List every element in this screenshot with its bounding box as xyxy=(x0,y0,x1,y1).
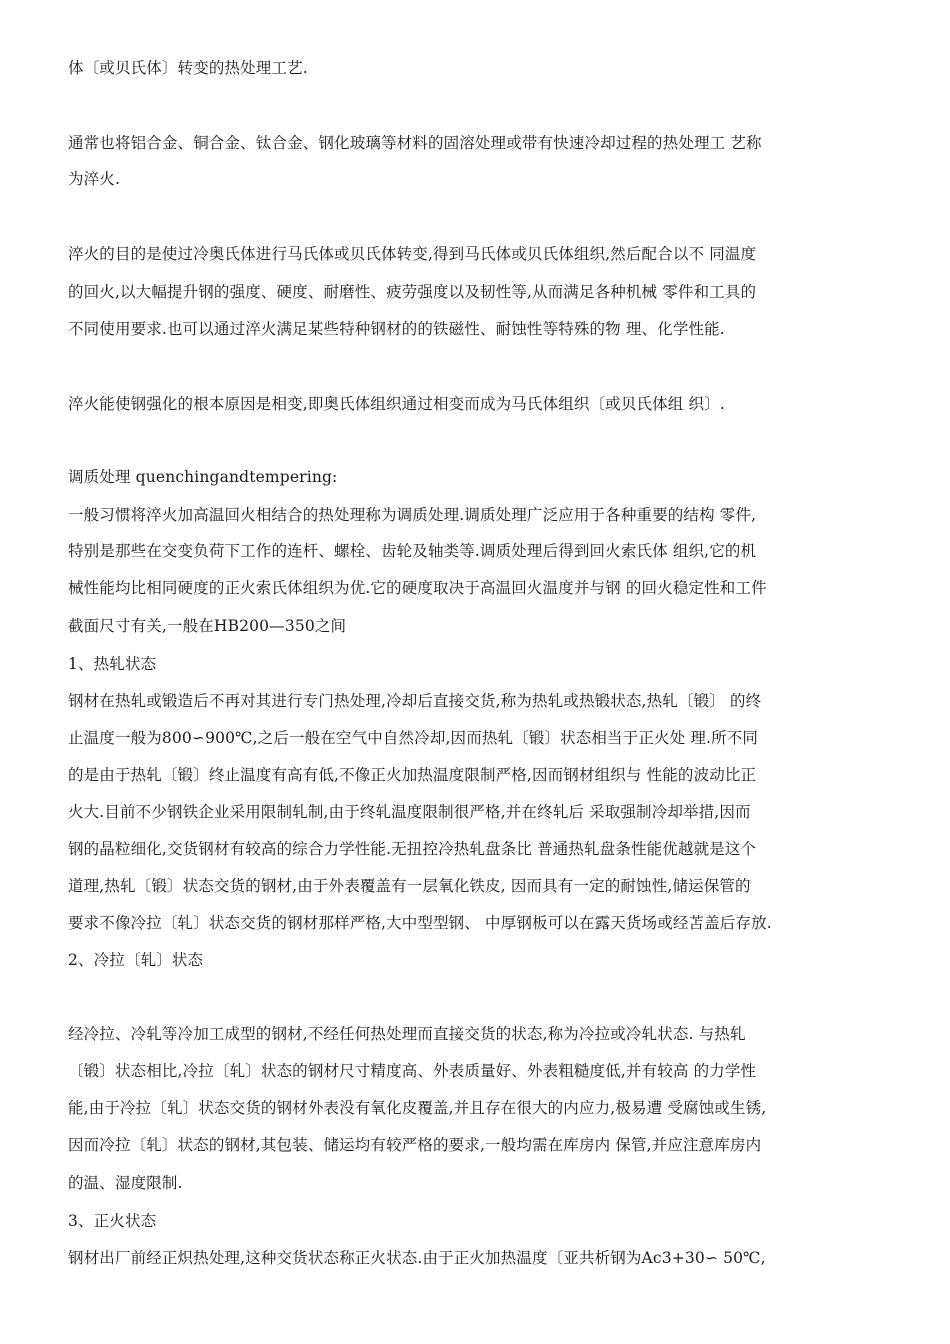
text-line: 火大.目前不少钢铁企业采用限制轧制,由于终轧温度限制很严格,并在终轧后 采取强制冷却举措,因而 xyxy=(68,803,751,821)
section-heading: 2、冷拉〔轧〕状态 xyxy=(68,951,204,969)
text-line: 的回火,以大幅提升钢的强度、硬度、耐磨性、疲劳强度以及韧性等,从而满足各种机械 零件和工具的 xyxy=(68,283,757,301)
section-heading: 3、正火状态 xyxy=(68,1212,157,1230)
text-line: 淬火能使钢强化的根本原因是相变,即奥氏体组织通过相变而成为马氏体组织〔或贝氏体组 织〕. xyxy=(68,395,725,413)
section-heading: 1、热轧状态 xyxy=(68,655,157,673)
text-line: 钢材出厂前经正炽热处理,这种交货状态称正火状态.由于正火加热温度〔亚共析钢为Ac3+30∽ 50℃, xyxy=(68,1249,766,1267)
text-line: 体〔或贝氏体〕转变的热处理工艺. xyxy=(68,59,308,77)
text-line: 一般习惯将淬火加高温回火相结合的热处理称为调质处理.调质处理广泛应用于各种重要的结构 零件, xyxy=(68,506,757,524)
text-line: 要求不像冷拉〔轧〕状态交货的钢材那样严格,大中型型钢、 中厚钢板可以在露天货场或经苫盖后存放. xyxy=(68,914,772,932)
text-line: 通常也将铝合金、铜合金、钛合金、钢化玻璃等材料的固溶处理或带有快速冷却过程的热处理工 艺称 xyxy=(68,134,762,152)
text-line: 特别是那些在交变负荷下工作的连杆、螺栓、齿轮及轴类等.调质处理后得到回火索氏体 组织,它的机 xyxy=(68,542,757,560)
text-line: 淬火的目的是使过冷奥氏体进行马氏体或贝氏体转变,得到马氏体或贝氏体组织,然后配合以不 同温度 xyxy=(68,245,757,263)
text-line: 截面尺寸有关,一般在HB200—350之间 xyxy=(68,617,347,635)
text-line: 的温、湿度限制. xyxy=(68,1174,183,1192)
text-line: 械性能均比相同硬度的正火索氏体组织为优.它的硬度取决于高温回火温度并与钢 的回火稳定性和工件 xyxy=(68,579,767,597)
text-line: 因而冷拉〔轧〕状态的钢材,其包装、储运均有较严格的要求,一般均需在库房内 保管,并应注意库房内 xyxy=(68,1136,762,1154)
text-line: 止温度一般为800∽900℃,之后一般在空气中自然冷却,因而热轧〔锻〕状态相当于正火处 理.所不同 xyxy=(68,729,759,747)
text-line: 钢材在热轧或锻造后不再对其进行专门热处理,冷却后直接交货,称为热轧或热锻状态,热轧〔锻〕 的终 xyxy=(68,692,762,710)
text-line: 为淬火. xyxy=(68,170,121,188)
text-line: 能,由于冷拉〔轧〕状态交货的钢材外表没有氧化皮覆盖,并且存在很大的内应力,极易遭 受腐蚀或生锈, xyxy=(68,1099,767,1117)
text-line: 不同使用要求.也可以通过淬火满足某些特种钢材的的铁磁性、耐蚀性等特殊的物 理、化学性能. xyxy=(68,320,725,338)
text-line: 道理,热轧〔锻〕状态交货的钢材,由于外表覆盖有一层氧化铁皮, 因而具有一定的耐蚀性,储运保管的 xyxy=(68,877,751,895)
text-line: 的是由于热轧〔锻〕终止温度有高有低,不像正火加热温度限制严格,因而钢材组织与 性能的波动比正 xyxy=(68,766,757,784)
text-line: 钢的晶粒细化,交货钢材有较高的综合力学性能.无扭控冷热轧盘条比 普通热轧盘条性能优越就是这个 xyxy=(68,840,757,858)
text-line: 〔锻〕状态相比,冷拉〔轧〕状态的钢材尺寸精度高、外表质量好、外表粗糙度低,并有较高 的力学性 xyxy=(68,1062,757,1080)
text-line: 经冷拉、冷轧等冷加工成型的钢材,不经任何热处理而直接交货的状态,称为冷拉或冷轧状态. 与热轧 xyxy=(68,1025,746,1043)
section-heading: 调质处理 quenchingandtempering: xyxy=(68,468,338,486)
